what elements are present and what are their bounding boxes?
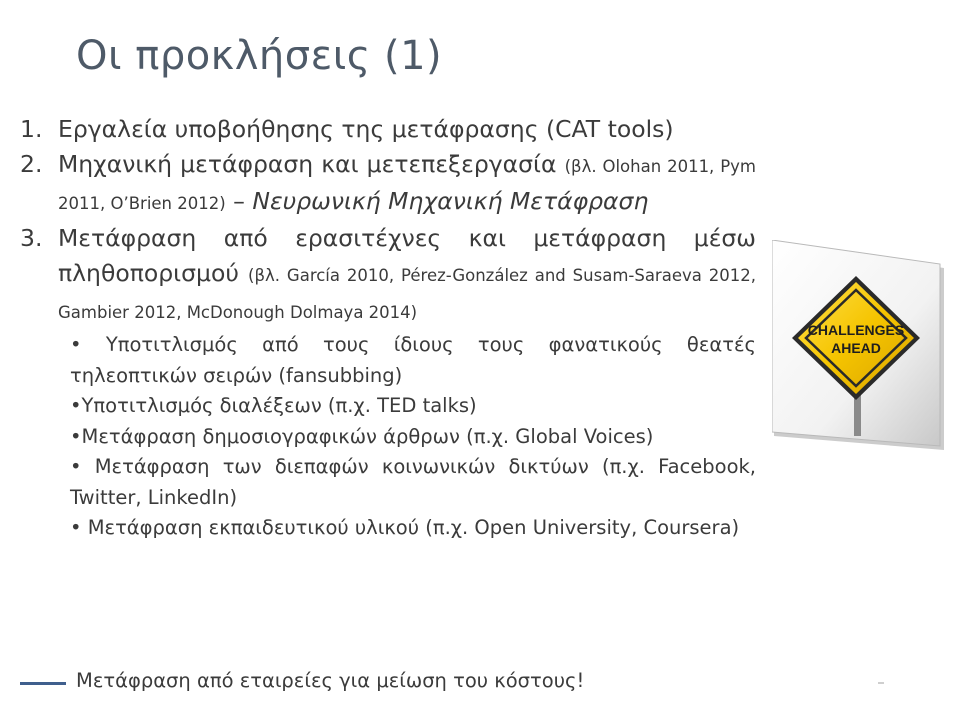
list-item-text: Μετάφραση από ερασιτέχνες και μετάφραση μέσω πληθοπορισμού bbox=[58, 224, 756, 287]
list-item-text: Μηχανική μετάφραση και μετεπεξεργασία bbox=[58, 150, 557, 178]
sign-line1: CHALLENGES bbox=[807, 322, 905, 338]
citation: (βλ. Olohan 2011, Pym 2011, O’Brien 2012) bbox=[58, 157, 756, 213]
sub-item: • Μετάφραση εκπαιδευτικού υλικού (π.χ. Open University, Coursera) bbox=[70, 516, 740, 539]
list-item-3 bbox=[20, 221, 756, 330]
list-number: 3. bbox=[20, 224, 43, 252]
list-item-text: Εργαλεία υποβοήθησης της μετάφρασης (CAT tools) bbox=[58, 115, 674, 143]
challenges-ahead-image bbox=[772, 240, 946, 452]
list-number: 1. bbox=[20, 115, 43, 143]
slide-title: Οι προκλήσεις (1) bbox=[76, 33, 443, 79]
list-item-2 bbox=[20, 147, 756, 221]
sub-item: •Μετάφραση δημοσιογραφικών άρθρων (π.χ. Global Voices) bbox=[70, 424, 654, 448]
list-item-1 bbox=[20, 112, 756, 147]
footer-text: Μετάφραση από εταιρείες για μείωση του κόστους! bbox=[76, 669, 585, 692]
sub-item: • Υποτιτλισμός από τους ίδιους τους φανατικούς θεατές τηλεοπτικών σειρών (fansubbing) bbox=[70, 333, 756, 387]
list-number: 2. bbox=[20, 150, 43, 178]
content-body bbox=[20, 112, 756, 544]
sub-item: •Υποτιτλισμός διαλέξεων (π.χ. TED talks) bbox=[70, 394, 477, 417]
challenges-sign-icon bbox=[772, 240, 946, 452]
sign-line2: AHEAD bbox=[831, 340, 881, 356]
citation: (βλ. García 2010, Pérez-González and Susam-Saraeva 2012, Gambier 2012, McDonough Dolmaya 2014) bbox=[58, 266, 756, 322]
sub-item: • Μετάφραση των διεπαφών κοινωνικών δικτύων (π.χ. Facebook, Twitter, LinkedIn) bbox=[70, 455, 756, 509]
footer-arrow-line bbox=[20, 682, 66, 685]
dash: – bbox=[225, 187, 253, 215]
slide-number-dash bbox=[878, 682, 884, 684]
emphasis-text: Νευρωνική Μηχανική Μετάφραση bbox=[252, 187, 649, 215]
